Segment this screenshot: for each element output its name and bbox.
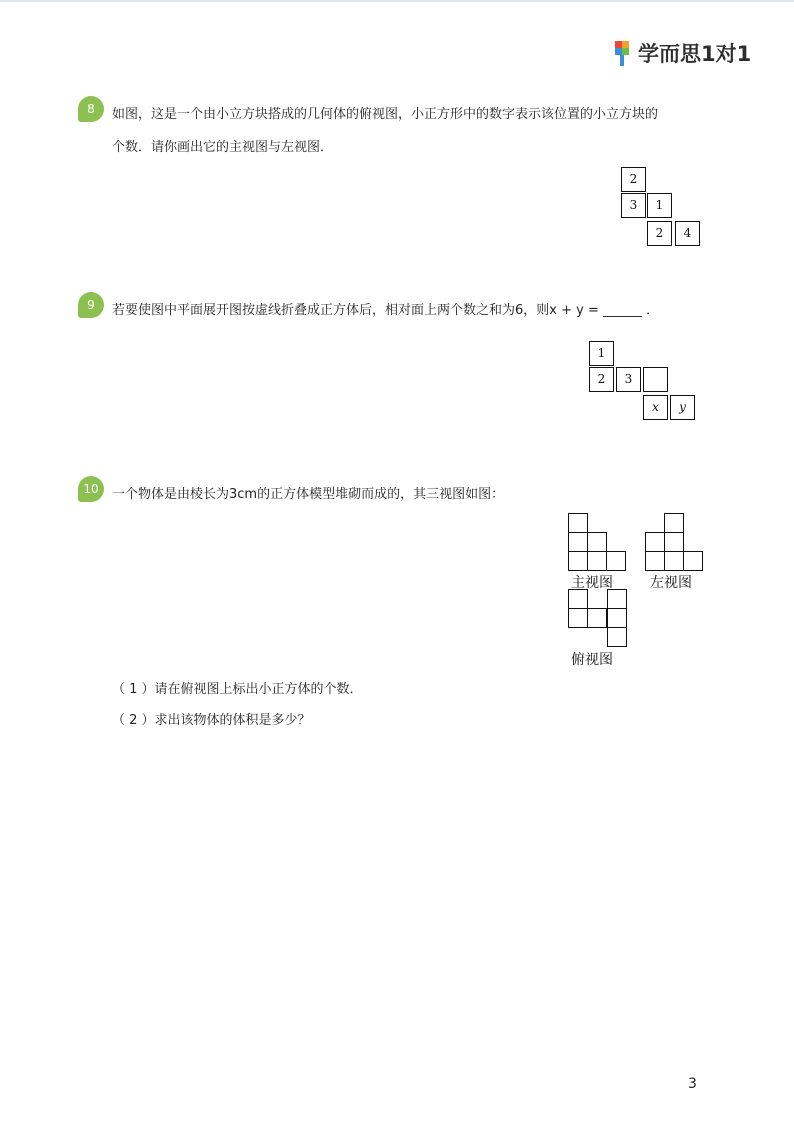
grid-cell: 1: [647, 193, 672, 218]
grid-cell: 3: [621, 193, 646, 218]
sub-question-2: （ 2 ）求出该物体的体积是多少？: [112, 713, 311, 728]
grid-cell: 2: [647, 221, 672, 246]
brand-logo-icon: [612, 39, 634, 67]
top-border-line: [0, 0, 794, 2]
brand-logo: [612, 38, 751, 68]
net-cell: [643, 367, 668, 392]
grid-cell: 2: [621, 167, 646, 192]
question-number-badge: 10: [78, 476, 104, 502]
question-8-text-line1: 如图，这是一个由小立方块搭成的几何体的俯视图，小正方形中的数字表示该位置的小立方块的: [112, 107, 659, 122]
top-view-label: 俯视图: [571, 652, 613, 668]
page-number: 3: [688, 1076, 697, 1092]
question-number-badge: 9: [78, 292, 104, 318]
net-cell: x: [643, 395, 668, 420]
question-10-text: 一个物体是由棱长为3cm的正方体模型堆砌而成的，其三视图如图：: [112, 487, 505, 502]
question-8-text-line2: 个数．请你画出它的主视图与左视图．: [112, 140, 334, 155]
net-cell: 2: [589, 367, 614, 392]
question-9-text: 若要使图中平面展开图按虚线折叠成正方体后，相对面上两个数之和为6，则x + y = ______ ．: [112, 303, 660, 318]
net-cell: 1: [589, 341, 614, 366]
net-cell: 3: [616, 367, 641, 392]
brand-name: 学而思1对1: [638, 42, 752, 66]
question-number-badge: 8: [78, 96, 104, 122]
left-view-label: 左视图: [650, 575, 692, 591]
front-view-label: 主视图: [571, 575, 613, 591]
sub-question-1: （ 1 ）请在俯视图上标出小正方体的个数．: [112, 682, 363, 697]
grid-cell: 4: [675, 221, 700, 246]
net-cell: y: [670, 395, 695, 420]
